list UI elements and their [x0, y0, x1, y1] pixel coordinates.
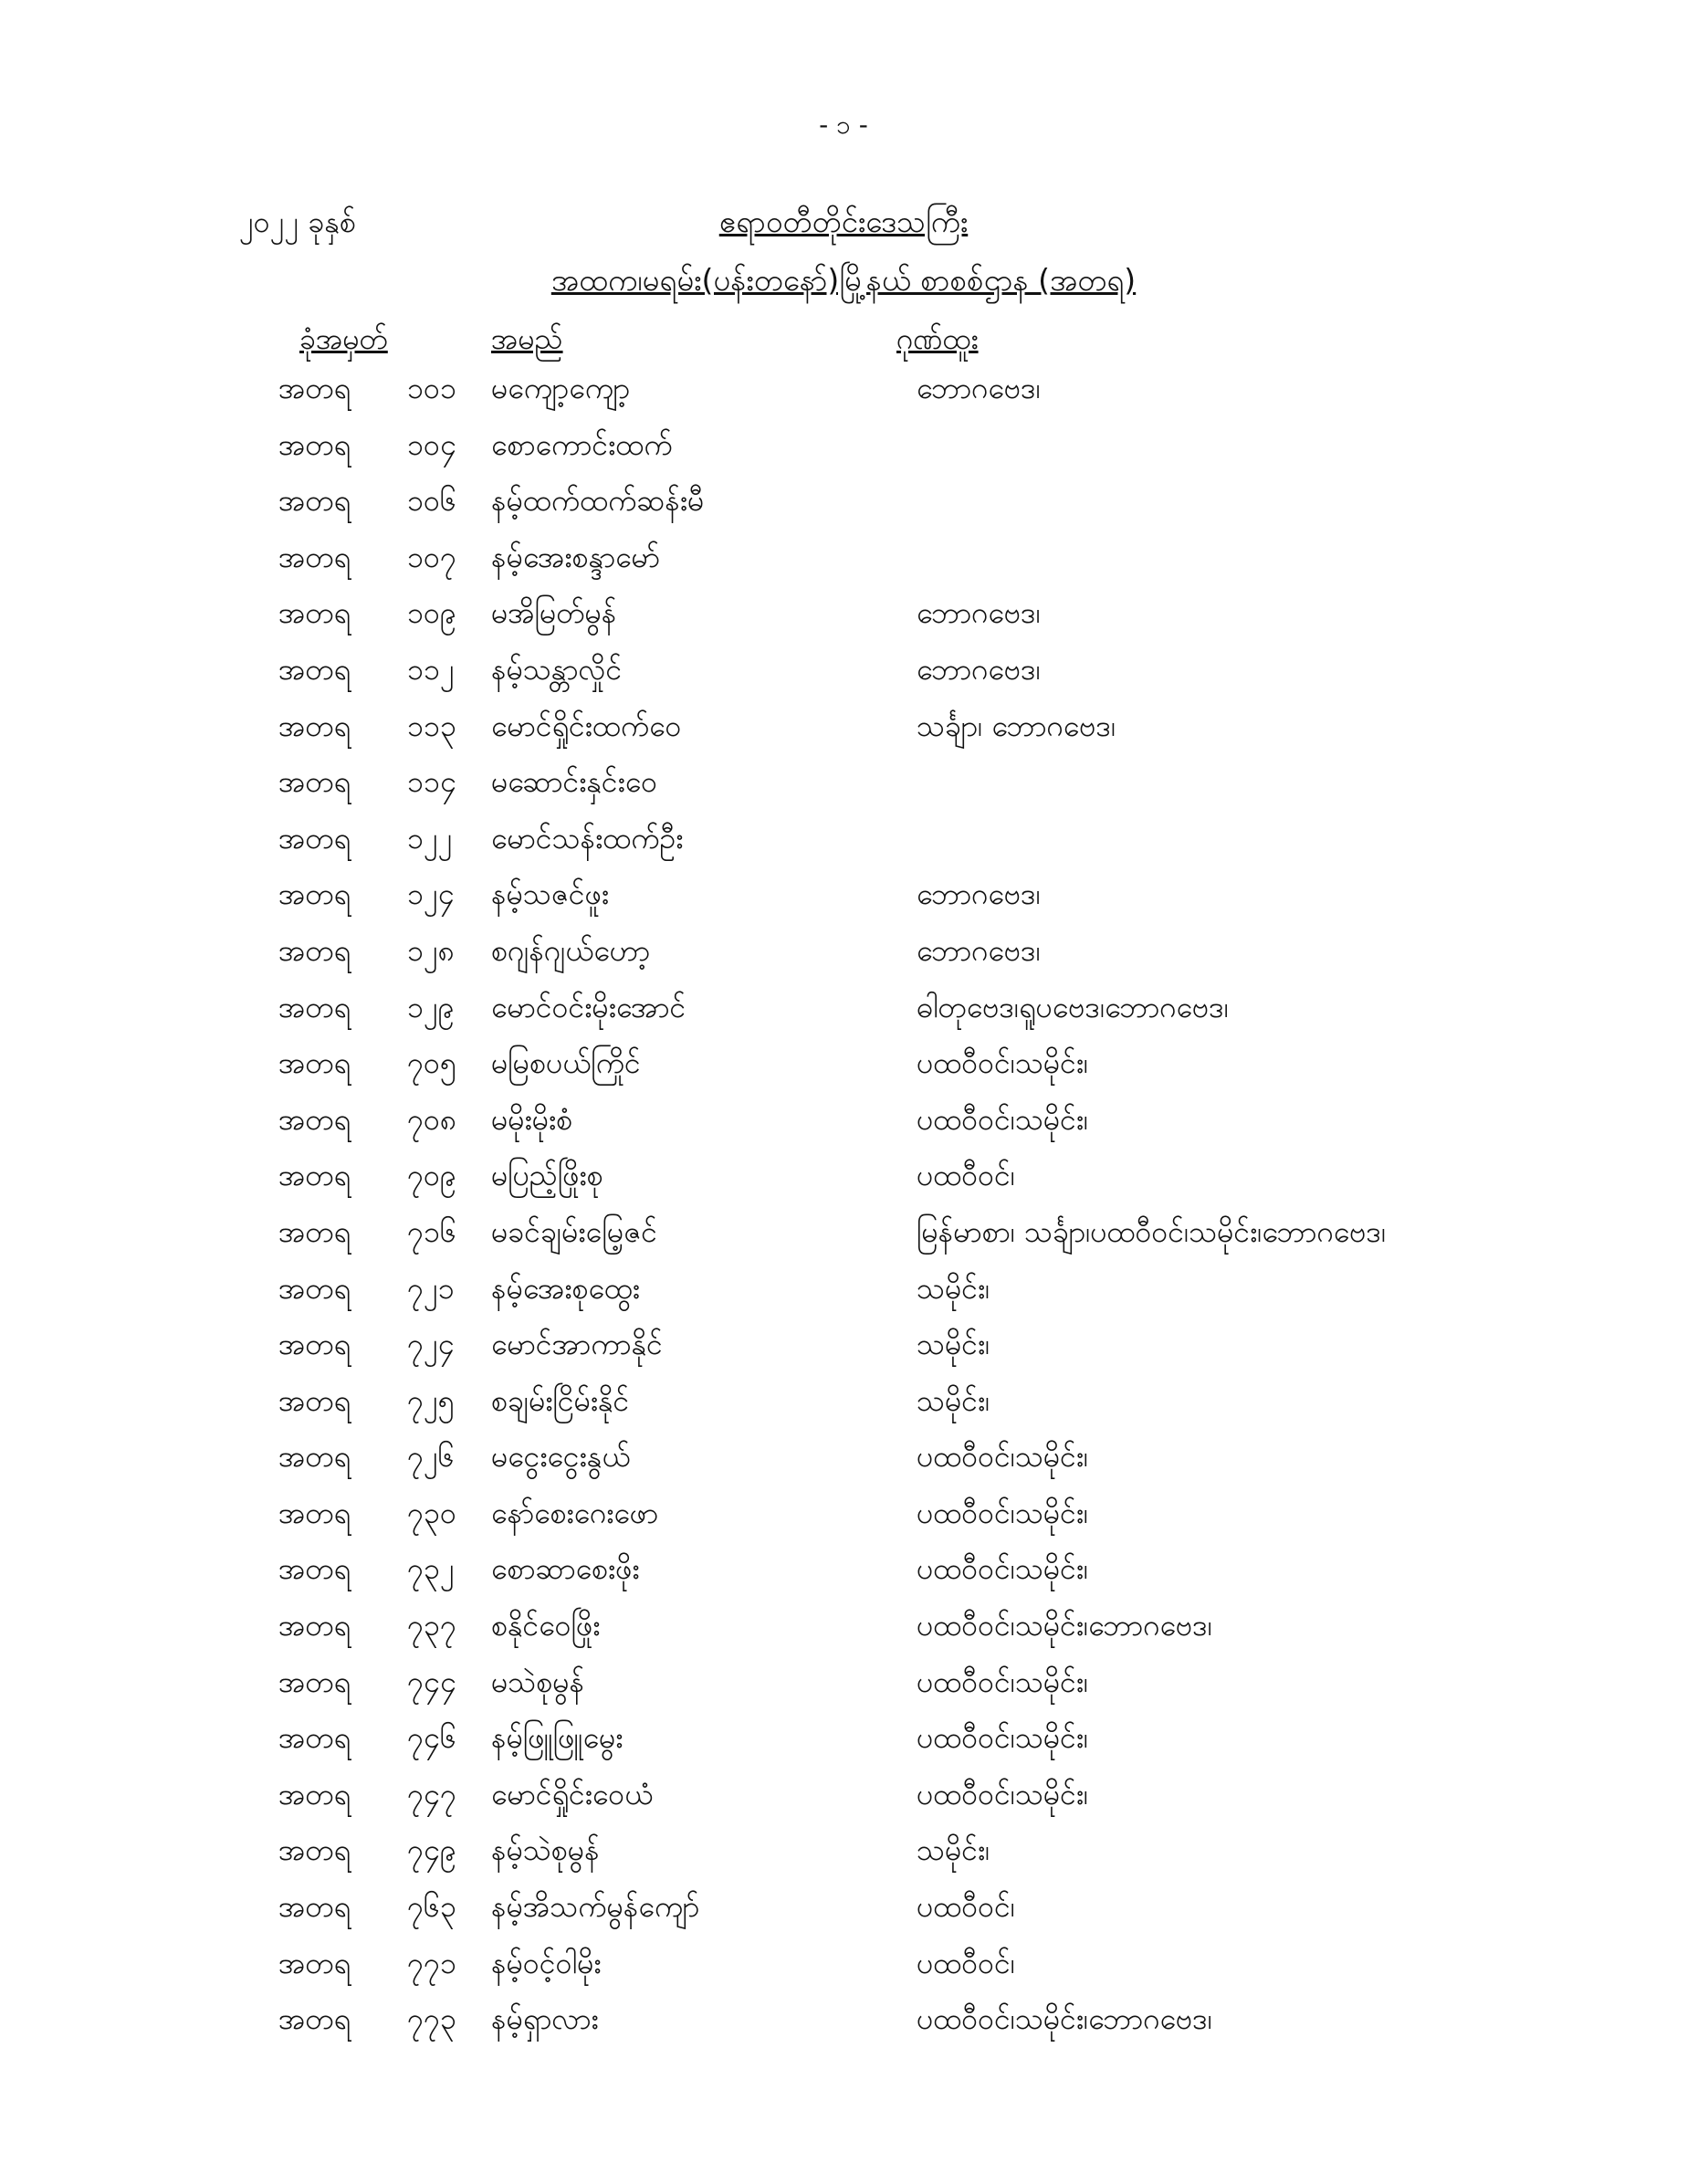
student-name: မောင်အာကာနိုင် — [491, 1327, 663, 1362]
roll-prefix: အတရ — [278, 595, 351, 631]
result-row — [0, 593, 1687, 650]
distinction-subjects: ပထဝီဝင်၊သမိုင်း၊ — [917, 1495, 1089, 1530]
result-row — [0, 650, 1687, 707]
roll-number: ၇၃၇ — [407, 1608, 456, 1643]
result-row — [0, 1887, 1687, 1944]
student-name: နော်စေးဂေးဖော — [491, 1495, 659, 1530]
student-name: မောင်သန်းထက်ဦး — [491, 820, 684, 856]
student-name: စနိုင်ဝေဖြိုး — [491, 1608, 601, 1643]
distinction-subjects: မြန်မာစာ၊ သင်္ချာ၊ပထဝီဝင်၊သမိုင်း၊ဘောဂဗေဒ၊ — [917, 1213, 1387, 1249]
distinction-subjects: သမိုင်း၊ — [917, 1270, 990, 1306]
roll-number: ၁၁၃ — [407, 708, 456, 743]
results-list — [0, 369, 1687, 2056]
roll-number: ၇၃၀ — [407, 1495, 456, 1530]
roll-number: ၁၀၁ — [407, 371, 456, 405]
result-row — [0, 538, 1687, 594]
result-row — [0, 1606, 1687, 1663]
distinction-subjects: သင်္ချာ၊ ဘောဂဗေဒ၊ — [917, 708, 1116, 743]
roll-prefix: အတရ — [278, 1101, 351, 1137]
student-name: နမ့်အိသက်မွန်ကျော် — [491, 1889, 700, 1925]
roll-prefix: အတရ — [278, 708, 351, 743]
distinction-subjects: သမိုင်း၊ — [917, 1832, 990, 1868]
distinction-subjects: ပထဝီဝင်၊သမိုင်း၊ — [917, 1439, 1089, 1475]
distinction-subjects: ပထဝီဝင်၊သမိုင်း၊ — [917, 1551, 1089, 1587]
roll-prefix: အတရ — [278, 483, 351, 519]
distinction-subjects: သမိုင်း၊ — [917, 1382, 990, 1418]
roll-number: ၇၀၅ — [407, 1045, 456, 1081]
student-name: မငွေးငွေးနွယ် — [491, 1439, 631, 1475]
result-row — [0, 1775, 1687, 1832]
roll-prefix: အတရ — [278, 1889, 351, 1925]
student-name: နမ့်သန္တာလှိုင် — [491, 651, 623, 687]
distinction-subjects: သမိုင်း၊ — [917, 1327, 990, 1362]
result-row — [0, 988, 1687, 1045]
result-row — [0, 1831, 1687, 1887]
roll-number: ၇၄၆ — [407, 1720, 456, 1756]
distinction-subjects: ပထဝီဝင်၊ — [917, 1889, 1015, 1925]
result-row — [0, 1663, 1687, 1719]
result-row — [0, 1213, 1687, 1269]
student-name: စောကောင်းထက် — [491, 426, 673, 462]
roll-prefix: အတရ — [278, 1551, 351, 1587]
roll-number: ၇၀၉ — [407, 1158, 456, 1193]
student-name: မောင်ဝင်းမိုးအောင် — [491, 989, 686, 1024]
result-row — [0, 1437, 1687, 1494]
distinction-subjects: ဘောဂဗေဒ၊ — [917, 595, 1041, 631]
roll-number: ၇၃၂ — [407, 1551, 455, 1587]
roll-prefix: အတရ — [278, 1945, 351, 1980]
student-name: နမ့်ရှာလား — [491, 2001, 599, 2037]
distinction-subjects: ပထဝီဝင်၊သမိုင်း၊ — [917, 1664, 1089, 1699]
result-row — [0, 931, 1687, 988]
student-name: စောဆာစေးဖိုး — [491, 1551, 640, 1587]
exam-year: ၂၀၂၂ ခုနှစ် — [239, 205, 356, 239]
result-row — [0, 1100, 1687, 1157]
roll-prefix: အတရ — [278, 1608, 351, 1643]
roll-prefix: အတရ — [278, 1270, 351, 1306]
roll-number: ၁၂၂ — [407, 820, 453, 856]
roll-prefix: အတရ — [278, 1832, 351, 1868]
roll-prefix: အတရ — [278, 1382, 351, 1418]
roll-number: ၇၂၆ — [407, 1439, 455, 1475]
student-name: နမ့်သဲစုမွန် — [491, 1832, 600, 1868]
roll-prefix: အတရ — [278, 764, 351, 800]
distinction-subjects: ပထဝီဝင်၊သမိုင်း၊ — [917, 1720, 1089, 1756]
result-row — [0, 369, 1687, 425]
roll-number: ၁၀၄ — [407, 426, 456, 462]
roll-number: ၁၁၂ — [407, 651, 455, 687]
roll-number: ၁၂၄ — [407, 877, 455, 912]
roll-prefix: အတရ — [278, 1664, 351, 1699]
student-name: မမြစပယ်ကြိုင် — [491, 1045, 641, 1081]
roll-prefix: အတရ — [278, 1213, 351, 1249]
result-row — [0, 762, 1687, 819]
roll-prefix: အတရ — [278, 1327, 351, 1362]
header-roll-number: ခုံအမှတ် — [299, 321, 388, 356]
roll-prefix: အတရ — [278, 820, 351, 856]
student-name: မသဲစုမွန် — [491, 1664, 585, 1699]
student-name: မခင်ချမ်းမြေ့ဇင် — [491, 1213, 657, 1249]
student-name: မမိုးမိုးစံ — [491, 1101, 573, 1137]
roll-prefix: အတရ — [278, 1495, 351, 1530]
roll-number: ၇၂၅ — [407, 1382, 455, 1418]
roll-prefix: အတရ — [278, 989, 351, 1024]
result-row — [0, 1269, 1687, 1326]
roll-number: ၁၂၈ — [407, 932, 455, 968]
roll-number: ၇၀၈ — [407, 1101, 457, 1137]
student-name: စချမ်းငြိမ်းနိုင် — [491, 1382, 630, 1418]
distinction-subjects: ဓါတုဗေဒ၊ရူပဗေဒ၊ဘောဂဗေဒ၊ — [917, 989, 1229, 1024]
distinction-subjects: ပထဝီဝင်၊ — [917, 1945, 1015, 1980]
roll-prefix: အတရ — [278, 1158, 351, 1193]
distinction-subjects: ဘောဂဗေဒ၊ — [917, 371, 1041, 405]
distinction-subjects: ဘောဂဗေဒ၊ — [917, 877, 1041, 912]
student-name: မဆောင်းနှင်းဝေ — [491, 764, 658, 800]
distinction-subjects: ပထဝီဝင်၊သမိုင်း၊ဘောဂဗေဒ၊ — [917, 1608, 1212, 1643]
roll-number: ၇၄၇ — [407, 1776, 456, 1811]
student-name: မအိမြတ်မွန် — [491, 595, 617, 631]
header-distinction: ဂုဏ်ထူး — [896, 321, 979, 356]
distinction-subjects: ပထဝီဝင်၊သမိုင်း၊ဘောဂဗေဒ၊ — [917, 2001, 1212, 2037]
roll-number: ၇၂၁ — [407, 1270, 455, 1306]
result-row — [0, 1718, 1687, 1775]
result-row — [0, 2000, 1687, 2056]
roll-number: ၇၇၁ — [407, 1945, 456, 1980]
distinction-subjects: ဘောဂဗေဒ၊ — [917, 651, 1041, 687]
distinction-subjects: ပထဝီဝင်၊ — [917, 1158, 1015, 1193]
result-row — [0, 1944, 1687, 2000]
roll-number: ၇၇၃ — [407, 2001, 456, 2037]
student-name: မကျော့ကျော့ — [491, 371, 631, 405]
roll-prefix: အတရ — [278, 1439, 351, 1475]
student-name: နမ့်အေးစုထွေး — [491, 1270, 640, 1306]
roll-number: ၁၀၉ — [407, 595, 456, 631]
student-name: နမ့်ဖြူဖြူမွေး — [491, 1720, 623, 1756]
student-name: နမ့်သဇင်ဖူး — [491, 877, 609, 912]
roll-number: ၇၂၄ — [407, 1327, 455, 1362]
region-title: ဧရာဝတီတိုင်းဒေသကြီး — [718, 204, 969, 239]
student-name: မပြည့်ဖြိုးစု — [491, 1158, 603, 1193]
result-row — [0, 707, 1687, 763]
roll-number: ၇၄၉ — [407, 1832, 456, 1868]
roll-number: ၁၀၇ — [407, 539, 456, 574]
student-name: စဂျန်ဂျယ်ဟော့ — [491, 932, 651, 968]
roll-prefix: အတရ — [278, 877, 351, 912]
distinction-subjects: ပထဝီဝင်၊သမိုင်း၊ — [917, 1045, 1089, 1081]
roll-number: ၁၂၉ — [407, 989, 455, 1024]
roll-prefix: အတရ — [278, 371, 351, 405]
roll-number: ၇၄၄ — [407, 1664, 456, 1699]
student-name: နမ့်ထက်ထက်ဆန်းမီ — [491, 483, 705, 519]
header-name: အမည် — [491, 321, 563, 356]
result-row — [0, 875, 1687, 931]
roll-prefix: အတရ — [278, 1720, 351, 1756]
distinction-subjects: ပထဝီဝင်၊သမိုင်း၊ — [917, 1776, 1089, 1811]
roll-prefix: အတရ — [278, 539, 351, 574]
result-row — [0, 1044, 1687, 1100]
student-name: နမ့်အေးစန္ဒာမော် — [491, 539, 660, 574]
student-name: မောင်ရှိုင်းထက်ဝေ — [491, 708, 682, 743]
result-row — [0, 1156, 1687, 1213]
roll-prefix: အတရ — [278, 1045, 351, 1081]
result-row — [0, 1549, 1687, 1606]
distinction-subjects: ပထဝီဝင်၊သမိုင်း၊ — [917, 1101, 1089, 1137]
page-number: - ၁ - — [819, 110, 868, 140]
school-subtitle: အထက၊မရမ်း(ပန်းတနော်)မြို့နယ် စာစစ်ဌာန (အတရ) — [550, 262, 1137, 298]
roll-number: ၁၁၄ — [407, 764, 456, 800]
student-name: မောင်ရှိုင်းဝေယံ — [491, 1776, 654, 1811]
roll-prefix: အတရ — [278, 426, 351, 462]
result-row — [0, 481, 1687, 538]
distinction-subjects: ဘောဂဗေဒ၊ — [917, 932, 1041, 968]
result-row — [0, 425, 1687, 482]
roll-prefix: အတရ — [278, 651, 351, 687]
result-row — [0, 1325, 1687, 1381]
roll-prefix: အတရ — [278, 932, 351, 968]
result-row — [0, 819, 1687, 876]
roll-prefix: အတရ — [278, 1776, 351, 1811]
roll-number: ၇၁၆ — [407, 1213, 456, 1249]
result-row — [0, 1381, 1687, 1438]
student-name: နမ့်ဝင့်ဝါမိုး — [491, 1945, 602, 1980]
roll-number: ၇၆၃ — [407, 1889, 456, 1925]
roll-prefix: အတရ — [278, 2001, 351, 2037]
roll-number: ၁၀၆ — [407, 483, 456, 519]
result-row — [0, 1494, 1687, 1550]
